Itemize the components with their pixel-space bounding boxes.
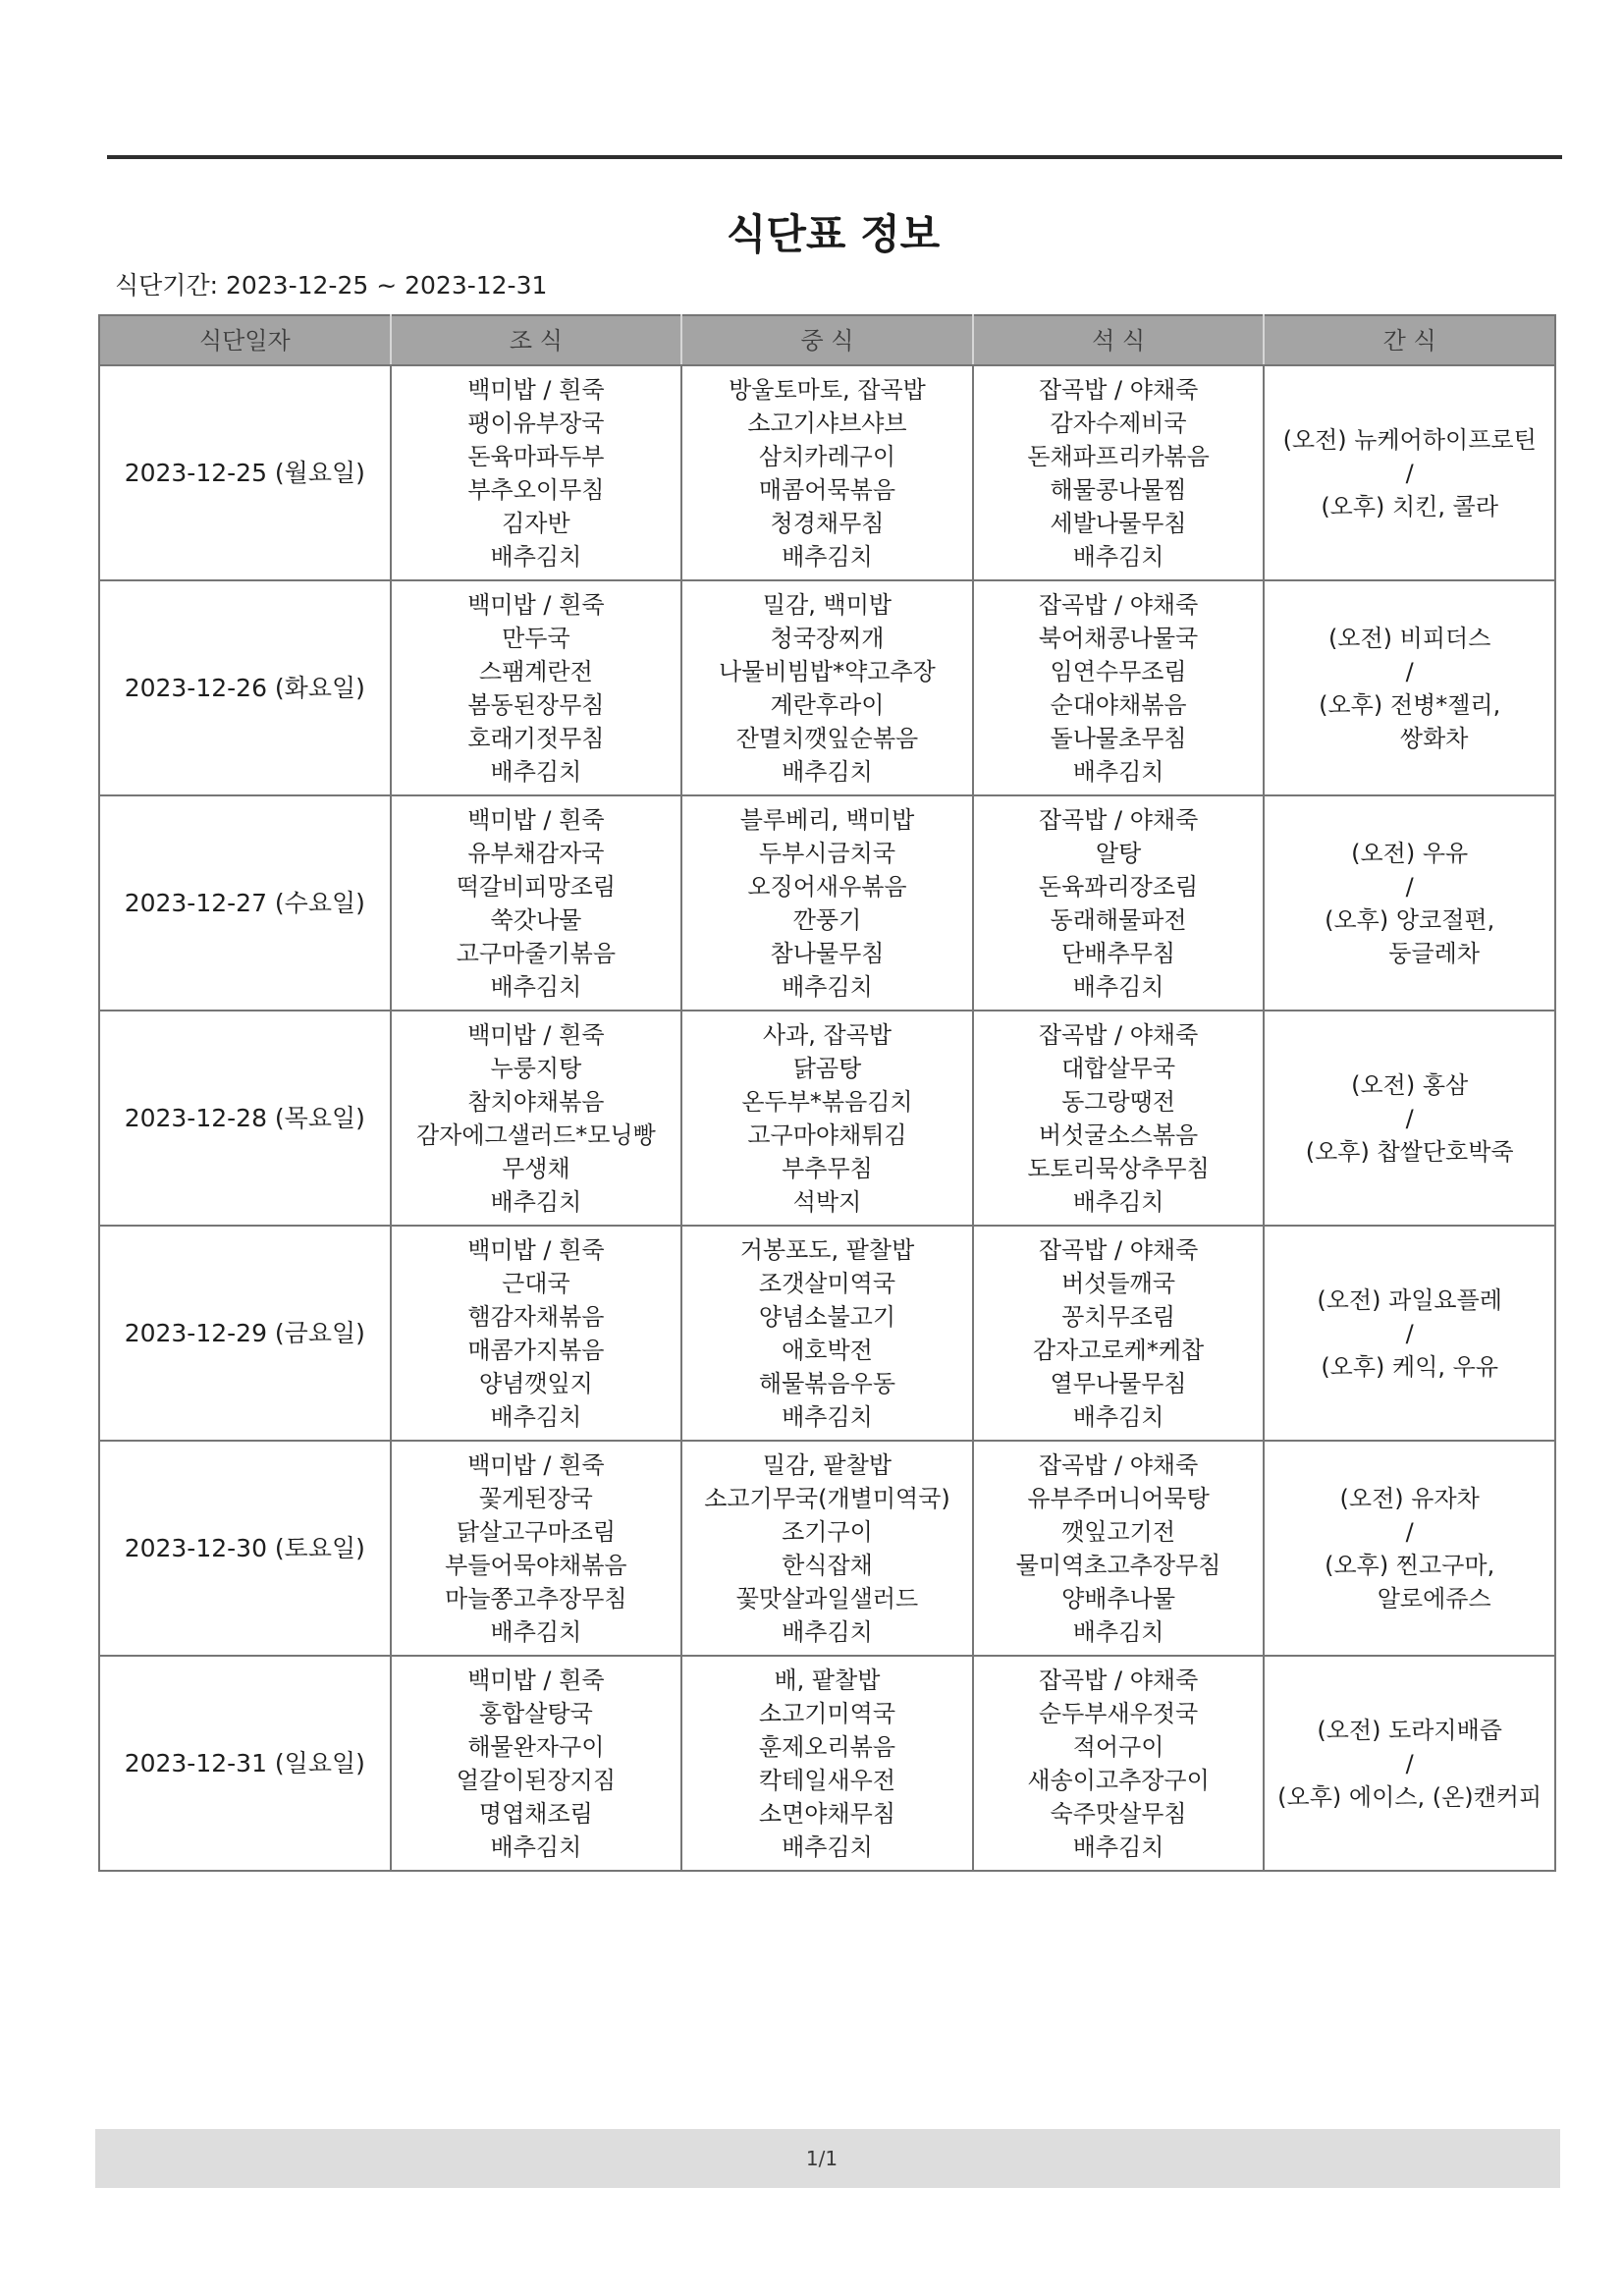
menu-item: 돈채파프리카볶음 [1027, 442, 1210, 470]
lunch-cell [681, 1011, 973, 1226]
menu-item: 조기구이 [782, 1517, 873, 1546]
menu-item: 순두부새우젓국 [1038, 1699, 1199, 1727]
menu-item: 배추김치 [490, 757, 582, 786]
breakfast-cell [391, 365, 682, 580]
breakfast-cell [391, 1011, 682, 1226]
menu-item: 봄동된장무침 [467, 690, 605, 719]
menu-item: 무생채 [502, 1154, 570, 1182]
menu-item: 돌나물초무침 [1050, 724, 1187, 752]
menu-item: 버섯굴소스볶음 [1038, 1121, 1199, 1149]
menu-item: 김자반 [502, 509, 570, 537]
menu-item: 쑥갓나물 [490, 905, 582, 934]
menu-item: 유부채감자국 [467, 839, 605, 867]
menu-item: 물미역초고추장무침 [1015, 1551, 1221, 1579]
menu-item: 밀감, 팥찰밥 [762, 1450, 893, 1479]
menu-item: 세발나물무침 [1050, 509, 1187, 537]
breakfast-cell [391, 795, 682, 1011]
menu-item: 매콤어묵볶음 [758, 475, 896, 504]
menu-item: 블루베리, 백미밥 [739, 805, 915, 834]
menu-item: 닭살고구마조림 [456, 1517, 617, 1546]
menu-item: 잡곡밥 / 야채죽 [1038, 375, 1199, 404]
snack-line: (오후) 케익, 우유 [1321, 1352, 1499, 1381]
menu-item: 배, 팥찰밥 [774, 1666, 881, 1694]
lunch-cell [681, 1441, 973, 1656]
header-snack: 간 식 [1264, 315, 1555, 365]
date-cell: 2023-12-30 (토요일) [99, 1441, 391, 1656]
breakfast-cell [391, 580, 682, 795]
menu-item: 배추김치 [1072, 1617, 1164, 1646]
snack-line: (오전) 뉴케어하이프로틴 [1282, 425, 1537, 454]
menu-item: 적어구이 [1072, 1732, 1164, 1761]
menu-item: 배추김치 [1072, 972, 1164, 1001]
menu-item: 돈육꽈리장조림 [1038, 872, 1199, 901]
snack-line: (오전) 도라지배즙 [1317, 1716, 1502, 1744]
menu-item: 잡곡밥 / 야채죽 [1038, 1020, 1199, 1049]
snack-line: (오전) 비피더스 [1327, 624, 1491, 652]
menu-item: 잡곡밥 / 야채죽 [1038, 590, 1199, 619]
lunch-cell [681, 580, 973, 795]
menu-item: 버섯들깨국 [1061, 1269, 1176, 1297]
menu-item: 새송이고추장구이 [1027, 1766, 1210, 1794]
menu-item: 배추김치 [1072, 1402, 1164, 1431]
page-footer [95, 2129, 1560, 2188]
date-cell: 2023-12-26 (화요일) [99, 580, 391, 795]
menu-item: 오징어새우볶음 [747, 872, 907, 901]
date-cell: 2023-12-25 (월요일) [99, 365, 391, 580]
day-row [99, 1441, 1555, 1656]
snack-cell [1264, 1656, 1555, 1871]
dinner-cell [973, 795, 1265, 1011]
dinner-cell [973, 365, 1265, 580]
snack-line: (오전) 과일요플레 [1317, 1285, 1502, 1314]
snack-line: (오전) 우유 [1351, 839, 1469, 867]
menu-item: 배추김치 [1072, 542, 1164, 571]
menu-item: 배추김치 [782, 757, 873, 786]
menu-item: 명엽채조림 [478, 1799, 593, 1828]
menu-item: 꽃맛살과일샐러드 [735, 1584, 919, 1613]
menu-item: 북어채콩나물국 [1038, 624, 1199, 652]
snack-cell [1264, 1441, 1555, 1656]
menu-item: 배추김치 [1072, 1187, 1164, 1216]
menu-item: 꽁치무조림 [1061, 1302, 1176, 1331]
menu-item: 배추김치 [782, 1617, 873, 1646]
menu-item: 한식잡채 [782, 1551, 873, 1579]
page-number: 1/1 [805, 2147, 839, 2170]
breakfast-cell [391, 1226, 682, 1441]
snack-line: 둥글레차 [1388, 939, 1481, 967]
snack-line: (오후) 찹쌀단호박죽 [1305, 1137, 1514, 1166]
menu-item: 소고기무국(개별미역국) [704, 1484, 950, 1512]
table-body [99, 365, 1555, 1871]
snack-cell [1264, 580, 1555, 795]
menu-item: 백미밥 / 흰죽 [467, 1666, 605, 1694]
date-cell: 2023-12-27 (수요일) [99, 795, 391, 1011]
menu-item: 배추김치 [782, 1402, 873, 1431]
dinner-cell [973, 1656, 1265, 1871]
snack-line: (오전) 홍삼 [1351, 1070, 1469, 1099]
top-rule [107, 155, 1562, 159]
snack-cell [1264, 795, 1555, 1011]
day-row [99, 1656, 1555, 1871]
menu-item: 소고기샤브샤브 [747, 409, 907, 437]
menu-item: 배추김치 [490, 542, 582, 571]
menu-item: 잡곡밥 / 야채죽 [1038, 1235, 1199, 1264]
snack-line: (오후) 에이스, (온)캔커피 [1277, 1782, 1542, 1811]
menu-item: 배추김치 [490, 1187, 582, 1216]
lunch-cell [681, 1656, 973, 1871]
menu-item: 고구마줄기볶음 [456, 939, 617, 967]
menu-item: 매콤가지볶음 [467, 1336, 605, 1364]
menu-item: 동그랑땡전 [1061, 1087, 1176, 1116]
snack-line: 알로에쥬스 [1377, 1584, 1491, 1613]
menu-item: 백미밥 / 흰죽 [467, 375, 605, 404]
breakfast-cell [391, 1656, 682, 1871]
page-title: 식단표 정보 [726, 210, 941, 258]
menu-item: 감자에그샐러드*모닝빵 [415, 1121, 656, 1149]
menu-item: 배추김치 [782, 972, 873, 1001]
menu-item: 근대국 [502, 1269, 570, 1297]
date-cell: 2023-12-31 (일요일) [99, 1656, 391, 1871]
dinner-cell [973, 1011, 1265, 1226]
snack-cell [1264, 1226, 1555, 1441]
menu-item: 닭곰탕 [792, 1054, 862, 1082]
menu-item: 잡곡밥 / 야채죽 [1038, 1666, 1199, 1694]
snack-cell [1264, 365, 1555, 580]
menu-item: 부추오이무침 [467, 475, 605, 504]
meal-period: 식단기간: 2023-12-25 ~ 2023-12-31 [115, 271, 548, 300]
menu-item: 백미밥 / 흰죽 [467, 1235, 605, 1264]
menu-item: 밀감, 백미밥 [762, 590, 893, 619]
menu-item: 해물완자구이 [467, 1732, 605, 1761]
menu-item: 청국장찌개 [770, 624, 885, 652]
menu-item: 애호박전 [782, 1336, 873, 1364]
menu-item: 잔멸치깻잎순볶음 [735, 724, 919, 752]
snack-line: / [1405, 1319, 1414, 1347]
menu-item: 배추김치 [490, 1832, 582, 1861]
snack-line: (오후) 치킨, 콜라 [1321, 492, 1499, 520]
menu-item: 배추김치 [490, 1402, 582, 1431]
menu-item: 호래기젓무침 [467, 724, 605, 752]
snack-line: (오후) 앙코절편, [1325, 905, 1495, 934]
menu-item: 동래해물파전 [1050, 905, 1187, 934]
menu-item: 부들어묵야채볶음 [445, 1551, 627, 1579]
menu-item: 조갯살미역국 [758, 1269, 896, 1297]
menu-item: 도토리묵상추무침 [1027, 1154, 1210, 1182]
dinner-cell [973, 1226, 1265, 1441]
menu-item: 배추김치 [782, 542, 873, 571]
menu-item: 순대야채볶음 [1050, 690, 1187, 719]
snack-cell [1264, 1011, 1555, 1226]
menu-item: 누룽지탕 [490, 1054, 582, 1082]
snack-line: / [1405, 657, 1414, 685]
menu-item: 백미밥 / 흰죽 [467, 1020, 605, 1049]
menu-item: 소면야채무침 [758, 1799, 896, 1828]
menu-item: 홍합살탕국 [478, 1699, 593, 1727]
snack-line: / [1405, 1104, 1414, 1132]
menu-item: 꽃게된장국 [478, 1484, 593, 1512]
menu-item: 감자수제비국 [1050, 409, 1187, 437]
menu-item: 양념깻잎지 [478, 1369, 593, 1397]
menu-item: 스팸계란전 [478, 657, 593, 685]
snack-line: / [1405, 1517, 1414, 1546]
menu-item: 백미밥 / 흰죽 [467, 805, 605, 834]
menu-item: 감자고로케*케찹 [1032, 1336, 1205, 1364]
dinner-cell [973, 1441, 1265, 1656]
menu-item: 숙주맛살무침 [1050, 1799, 1187, 1828]
menu-item: 햄감자채볶음 [467, 1302, 605, 1331]
menu-item: 사과, 잡곡밥 [762, 1020, 893, 1049]
menu-item: 단배추무침 [1061, 939, 1176, 967]
menu-item: 부추무침 [782, 1154, 873, 1182]
menu-item: 유부주머니어묵탕 [1027, 1484, 1210, 1512]
day-row [99, 1011, 1555, 1226]
table-header [99, 315, 1555, 365]
menu-item: 해물콩나물찜 [1050, 475, 1187, 504]
menu-item: 깻잎고기전 [1061, 1517, 1176, 1546]
header-dinner: 석 식 [973, 315, 1265, 365]
menu-item: 만두국 [502, 624, 570, 652]
day-row [99, 795, 1555, 1011]
menu-item: 배추김치 [490, 972, 582, 1001]
menu-item: 계란후라이 [770, 690, 885, 719]
dinner-cell [973, 580, 1265, 795]
menu-item: 백미밥 / 흰죽 [467, 590, 605, 619]
snack-line: (오후) 전병*젤리, [1319, 690, 1501, 719]
menu-item: 나물비빔밥*약고추장 [719, 657, 936, 685]
menu-item: 칵테일새우전 [758, 1766, 896, 1794]
snack-line: (오전) 유자차 [1339, 1484, 1480, 1512]
menu-item: 참나물무침 [770, 939, 885, 967]
menu-item: 임연수무조림 [1050, 657, 1187, 685]
menu-item: 떡갈비피망조림 [456, 872, 617, 901]
menu-item: 배추김치 [782, 1832, 873, 1861]
day-row [99, 580, 1555, 795]
menu-item: 석박지 [792, 1187, 862, 1216]
menu-item: 소고기미역국 [758, 1699, 896, 1727]
date-cell: 2023-12-28 (목요일) [99, 1011, 391, 1226]
menu-item: 참치야채볶음 [467, 1087, 605, 1116]
meal-plan-table [98, 314, 1556, 1872]
header-lunch: 중 식 [681, 315, 973, 365]
menu-item: 온두부*볶음김치 [741, 1087, 913, 1116]
menu-item: 거봉포도, 팥찰밥 [739, 1235, 915, 1264]
menu-item: 알탕 [1095, 839, 1142, 867]
menu-item: 훈제오리볶음 [758, 1732, 896, 1761]
day-row [99, 1226, 1555, 1441]
menu-item: 잡곡밥 / 야채죽 [1038, 1450, 1199, 1479]
breakfast-cell [391, 1441, 682, 1656]
menu-item: 깐풍기 [792, 905, 862, 934]
menu-item: 청경채무침 [770, 509, 885, 537]
header-breakfast: 조 식 [391, 315, 682, 365]
lunch-cell [681, 795, 973, 1011]
header-date: 식단일자 [99, 315, 391, 365]
menu-item: 돈육마파두부 [467, 442, 605, 470]
menu-item: 해물볶음우동 [758, 1369, 896, 1397]
snack-line: / [1405, 872, 1414, 901]
header-row [99, 315, 1555, 365]
menu-item: 대합살무국 [1061, 1054, 1176, 1082]
menu-item: 두부시금치국 [758, 839, 896, 867]
menu-item: 팽이유부장국 [467, 409, 605, 437]
menu-item: 열무나물무침 [1050, 1369, 1187, 1397]
menu-item: 고구마야채튀김 [747, 1121, 907, 1149]
snack-line: / [1405, 1749, 1414, 1777]
menu-item: 삼치카레구이 [758, 442, 896, 470]
menu-item: 잡곡밥 / 야채죽 [1038, 805, 1199, 834]
lunch-cell [681, 1226, 973, 1441]
menu-item: 방울토마토, 잡곡밥 [729, 375, 926, 404]
menu-item: 백미밥 / 흰죽 [467, 1450, 605, 1479]
menu-item: 얼갈이된장지짐 [456, 1766, 617, 1794]
menu-item: 마늘쫑고추장무침 [445, 1584, 627, 1613]
lunch-cell [681, 365, 973, 580]
menu-item: 배추김치 [1072, 1832, 1164, 1861]
snack-line: (오후) 찐고구마, [1325, 1551, 1495, 1579]
menu-item: 양념소불고기 [758, 1302, 896, 1331]
menu-item: 배추김치 [490, 1617, 582, 1646]
snack-line: / [1405, 459, 1414, 487]
day-row [99, 365, 1555, 580]
menu-item: 배추김치 [1072, 757, 1164, 786]
menu-item: 양배추나물 [1061, 1584, 1176, 1613]
snack-line: 쌍화차 [1399, 724, 1469, 752]
date-cell: 2023-12-29 (금요일) [99, 1226, 391, 1441]
